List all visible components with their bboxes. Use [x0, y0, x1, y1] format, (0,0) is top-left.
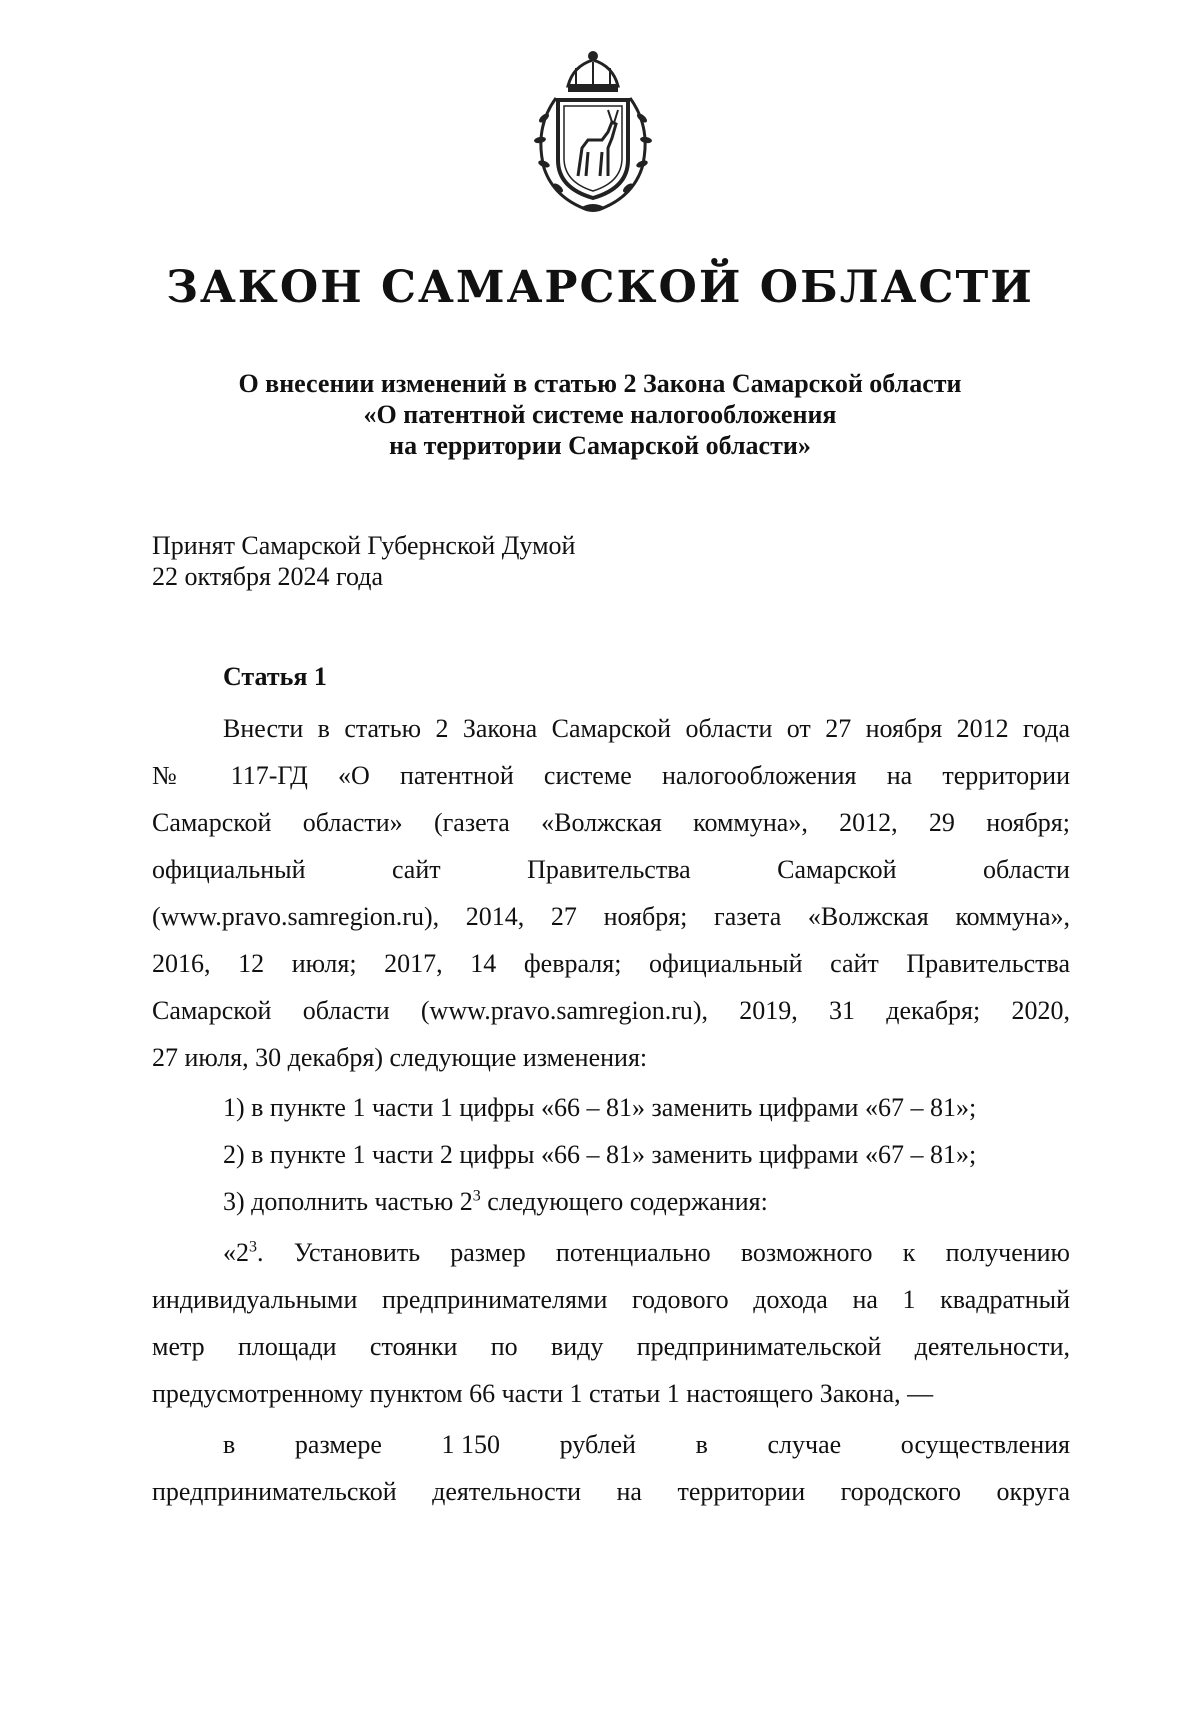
article-text-line: Самарской области (www.pravo.samregion.ru), 2019, 31 декабря; 2020, — [152, 996, 1070, 1025]
quote-text: . Установить размер потенциально возможного к получению — [257, 1238, 1070, 1267]
word: случае — [767, 1430, 842, 1459]
article-text-line: 2016, 12 июля; 2017, 14 февраля; официальный сайт Правительства — [152, 949, 1070, 978]
word: в — [223, 1430, 236, 1459]
subject-line: О внесении изменений в статью 2 Закона Самарской области — [238, 369, 962, 398]
quote-start: «2 — [223, 1238, 249, 1267]
superscript: 3 — [472, 1187, 481, 1205]
superscript: 3 — [249, 1238, 257, 1256]
quoted-text-line — [223, 1238, 1070, 1268]
quoted-text-line: предусмотренному пунктом 66 части 1 статьи 1 настоящего Закона, — — [152, 1379, 934, 1408]
amount-line — [223, 1430, 1070, 1460]
law-title: ЗАКОН САМАРСКОЙ ОБЛАСТИ — [166, 262, 1034, 313]
article-text-line: (www.pravo.samregion.ru), 2014, 27 ноября; газета «Волжская коммуна», — [152, 902, 1070, 931]
amendment-item-1: 1) в пункте 1 части 1 цифры «66 – 81» заменить цифрами «67 – 81»; — [223, 1093, 977, 1122]
samara-coat-of-arms-emblem — [528, 48, 658, 218]
article-text-line: № 117-ГД «О патентной системе налогообложения на территории — [152, 761, 1070, 790]
article-heading: Статья 1 — [223, 662, 327, 691]
article-text-line: Внести в статью 2 Закона Самарской области от 27 ноября 2012 года — [223, 714, 1070, 743]
word: рублей — [559, 1430, 636, 1459]
quoted-text-line: метр площади стоянки по виду предпринимательской деятельности, — [152, 1332, 1070, 1361]
word: официальный — [152, 855, 306, 884]
quoted-text-line: предпринимательской деятельности на территории городского округа — [152, 1477, 1070, 1506]
adoption-info — [152, 530, 575, 592]
word: сайт — [391, 855, 441, 884]
word: Правительства — [527, 855, 691, 884]
amendment-item-3 — [223, 1187, 1070, 1217]
article-text-line: Самарской области» (газета «Волжская коммуна», 2012, 29 ноября; — [152, 808, 1070, 837]
quoted-text-line: индивидуальными предпринимателями годового дохода на 1 квадратный — [152, 1285, 1070, 1314]
word: в — [695, 1430, 708, 1459]
amendment-item-2: 2) в пункте 1 части 2 цифры «66 – 81» заменить цифрами «67 – 81»; — [223, 1140, 977, 1169]
item3-text: 3) дополнить частью 2 — [223, 1187, 473, 1216]
word: Самарской — [777, 855, 897, 884]
subject-line: на территории Самарской области» — [389, 431, 811, 460]
law-subject — [0, 368, 1200, 461]
word: осуществления — [900, 1430, 1070, 1459]
article-text-line — [152, 855, 1070, 885]
subject-line: «О патентной системе налогообложения — [363, 400, 837, 429]
adoption-body: Принят Самарской Губернской Думой — [152, 531, 576, 560]
word: области — [983, 855, 1070, 884]
word: 1 150 — [441, 1430, 501, 1459]
adoption-date: 22 октября 2024 года — [152, 562, 383, 591]
word: размере — [294, 1430, 382, 1459]
article-text-line: 27 июля, 30 декабря) следующие изменения: — [152, 1043, 648, 1072]
item3-text: следующего содержания: — [480, 1187, 768, 1216]
